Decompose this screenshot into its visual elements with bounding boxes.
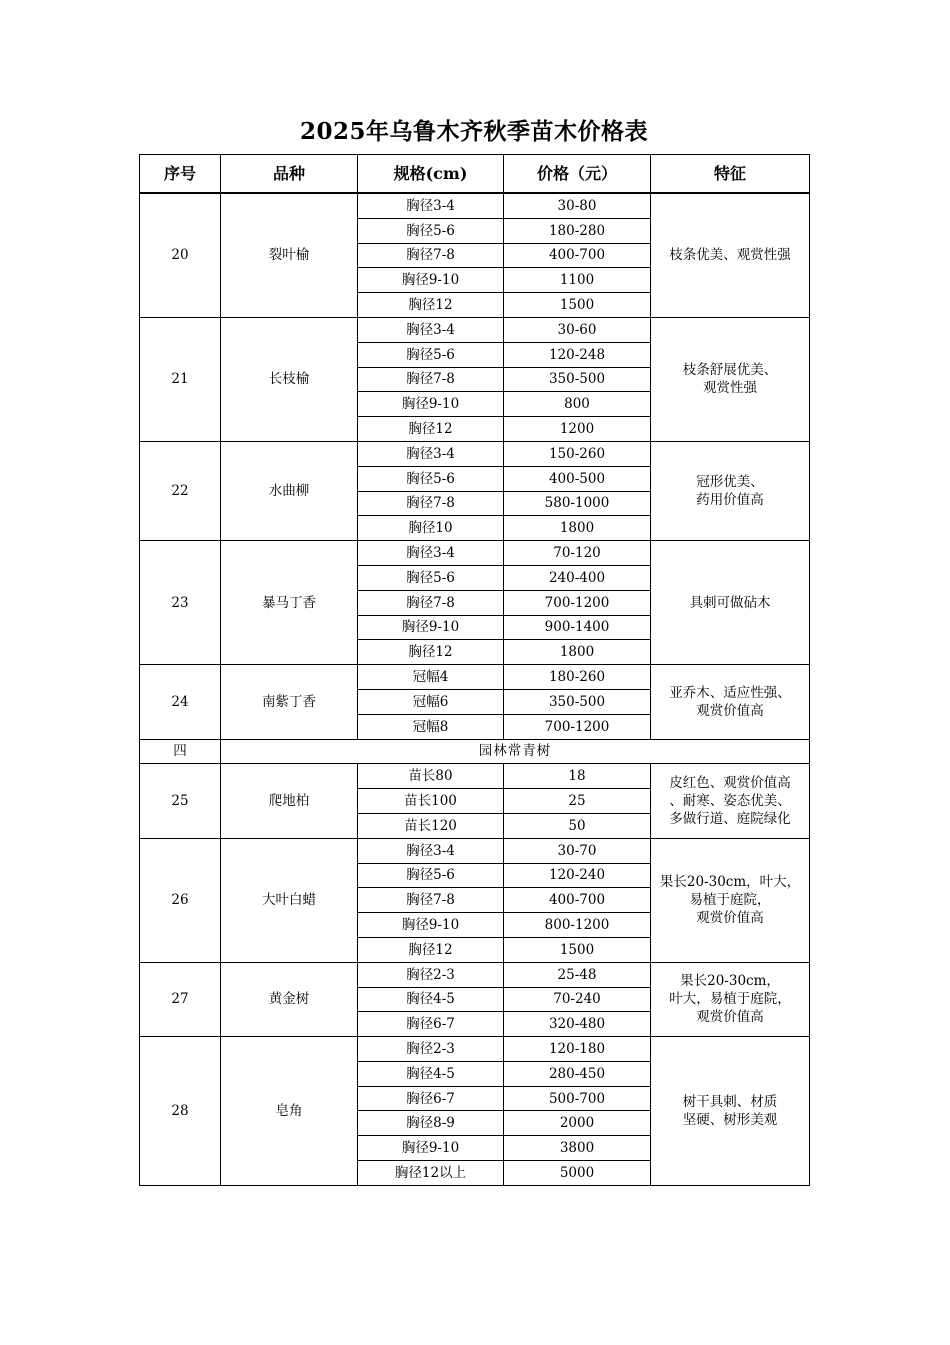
spec-cell: 胸径4-5 xyxy=(358,987,504,1012)
spec-cell: 胸径6-7 xyxy=(358,1012,504,1037)
features-line: 观赏价值高 xyxy=(696,910,764,927)
price-cell: 70-120 xyxy=(504,541,651,566)
features-line: 具刺可做砧木 xyxy=(689,594,771,611)
section-row xyxy=(140,739,810,764)
spec-cell: 胸径3-4 xyxy=(358,193,504,218)
variety-name: 南紫丁香 xyxy=(221,665,358,739)
section-number: 四 xyxy=(140,739,221,764)
features-cell xyxy=(651,317,810,441)
spec-cell: 胸径12 xyxy=(358,937,504,962)
features-cell xyxy=(651,441,810,540)
spec-cell: 胸径4-5 xyxy=(358,1061,504,1086)
spec-cell: 胸径5-6 xyxy=(358,218,504,243)
price-cell: 500-700 xyxy=(504,1086,651,1111)
spec-cell: 胸径9-10 xyxy=(358,913,504,938)
features-cell xyxy=(651,962,810,1036)
price-cell: 2000 xyxy=(504,1111,651,1136)
row-number: 26 xyxy=(140,838,221,962)
spec-cell: 胸径3-4 xyxy=(358,838,504,863)
price-cell: 350-500 xyxy=(504,367,651,392)
price-cell: 70-240 xyxy=(504,987,651,1012)
price-cell: 180-260 xyxy=(504,665,651,690)
table-row xyxy=(140,193,810,218)
spec-cell: 胸径2-3 xyxy=(358,1037,504,1062)
price-cell: 1200 xyxy=(504,417,651,442)
features-line: 多做行道、庭院绿化 xyxy=(669,811,791,828)
section-title: 园林常青树 xyxy=(221,739,810,764)
spec-cell: 冠幅6 xyxy=(358,689,504,714)
features-line: 观赏价值高 xyxy=(696,702,764,719)
row-number: 23 xyxy=(140,541,221,665)
variety-name: 大叶白蜡 xyxy=(221,838,358,962)
table-row xyxy=(140,764,810,789)
spec-cell: 胸径7-8 xyxy=(358,888,504,913)
spec-cell: 胸径8-9 xyxy=(358,1111,504,1136)
features-line: 皮红色、观赏价值高 xyxy=(669,775,791,792)
features-line: 观赏价值高 xyxy=(696,1009,764,1026)
table-row xyxy=(140,1037,810,1062)
spec-cell: 胸径12以上 xyxy=(358,1161,504,1186)
features-cell xyxy=(651,764,810,838)
spec-cell: 胸径5-6 xyxy=(358,565,504,590)
features-line: 树干具刺、材质 xyxy=(682,1093,778,1110)
spec-cell: 胸径3-4 xyxy=(358,441,504,466)
price-cell: 580-1000 xyxy=(504,491,651,516)
variety-name: 长枝榆 xyxy=(221,317,358,441)
table-row xyxy=(140,317,810,342)
price-cell: 350-500 xyxy=(504,689,651,714)
features-cell xyxy=(651,665,810,739)
features-cell xyxy=(651,838,810,962)
price-cell: 700-1200 xyxy=(504,714,651,739)
row-number: 25 xyxy=(140,764,221,838)
spec-cell: 胸径7-8 xyxy=(358,243,504,268)
page-title: 2025年乌鲁木齐秋季苗木价格表 xyxy=(299,118,648,145)
price-cell: 25-48 xyxy=(504,962,651,987)
features-cell xyxy=(651,1037,810,1186)
price-cell: 1500 xyxy=(504,937,651,962)
spec-cell: 胸径2-3 xyxy=(358,962,504,987)
row-number: 27 xyxy=(140,962,221,1036)
variety-name: 爬地柏 xyxy=(221,764,358,838)
spec-cell: 胸径5-6 xyxy=(358,863,504,888)
spec-cell: 胸径5-6 xyxy=(358,466,504,491)
spec-cell: 胸径9-10 xyxy=(358,1136,504,1161)
price-cell: 800 xyxy=(504,392,651,417)
price-cell: 1800 xyxy=(504,640,651,665)
features-line: 坚硬、树形美观 xyxy=(682,1111,778,1128)
table-row xyxy=(140,962,810,987)
spec-cell: 胸径3-4 xyxy=(358,317,504,342)
row-number: 28 xyxy=(140,1037,221,1186)
row-number: 22 xyxy=(140,441,221,540)
row-number: 24 xyxy=(140,665,221,739)
spec-cell: 苗长100 xyxy=(358,789,504,814)
table-row xyxy=(140,541,810,566)
features-line: 药用价值高 xyxy=(696,492,764,509)
spec-cell: 胸径6-7 xyxy=(358,1086,504,1111)
price-cell: 280-450 xyxy=(504,1061,651,1086)
row-number: 21 xyxy=(140,317,221,441)
spec-cell: 胸径12 xyxy=(358,640,504,665)
spec-cell: 冠幅8 xyxy=(358,714,504,739)
price-cell: 25 xyxy=(504,789,651,814)
price-cell: 3800 xyxy=(504,1136,651,1161)
features-line: 果长20-30cm， xyxy=(680,973,780,990)
price-cell: 5000 xyxy=(504,1161,651,1186)
spec-cell: 胸径7-8 xyxy=(358,590,504,615)
spec-cell: 苗长80 xyxy=(358,764,504,789)
price-cell: 18 xyxy=(504,764,651,789)
price-cell: 800-1200 xyxy=(504,913,651,938)
price-cell: 150-260 xyxy=(504,441,651,466)
features-line: 枝条舒展优美、 xyxy=(682,362,778,379)
features-line: 冠形优美、 xyxy=(696,474,764,491)
price-cell: 1500 xyxy=(504,293,651,318)
header-price: 价格（元） xyxy=(504,155,651,194)
features-line: 亚乔木、适应性强、 xyxy=(669,684,791,701)
features-line: 枝条优美、观赏性强 xyxy=(669,247,791,264)
price-cell: 120-180 xyxy=(504,1037,651,1062)
spec-cell: 胸径7-8 xyxy=(358,491,504,516)
features-cell xyxy=(651,193,810,317)
spec-cell: 胸径10 xyxy=(358,516,504,541)
price-cell: 50 xyxy=(504,813,651,838)
spec-cell: 胸径12 xyxy=(358,417,504,442)
price-cell: 120-240 xyxy=(504,863,651,888)
table-row xyxy=(140,838,810,863)
spec-cell: 胸径3-4 xyxy=(358,541,504,566)
header-variety: 品种 xyxy=(221,155,358,194)
features-line: 叶大，易植于庭院， xyxy=(669,991,791,1008)
spec-cell: 苗长120 xyxy=(358,813,504,838)
spec-cell: 胸径5-6 xyxy=(358,342,504,367)
row-number: 20 xyxy=(140,193,221,317)
table-row xyxy=(140,665,810,690)
header-row xyxy=(140,155,810,194)
header-features: 特征 xyxy=(651,155,810,194)
price-cell: 180-280 xyxy=(504,218,651,243)
variety-name: 水曲柳 xyxy=(221,441,358,540)
header-no: 序号 xyxy=(140,155,221,194)
price-cell: 30-70 xyxy=(504,838,651,863)
spec-cell: 胸径7-8 xyxy=(358,367,504,392)
price-cell: 900-1400 xyxy=(504,615,651,640)
features-line: 、耐寒、姿态优美、 xyxy=(669,793,791,810)
header-spec: 规格(cm) xyxy=(358,155,504,194)
variety-name: 黄金树 xyxy=(221,962,358,1036)
table-row xyxy=(140,441,810,466)
price-cell: 30-60 xyxy=(504,317,651,342)
price-cell: 120-248 xyxy=(504,342,651,367)
spec-cell: 胸径9-10 xyxy=(358,268,504,293)
price-cell: 30-80 xyxy=(504,193,651,218)
variety-name: 暴马丁香 xyxy=(221,541,358,665)
price-table xyxy=(139,154,810,1186)
table-body xyxy=(140,193,810,1185)
variety-name: 裂叶榆 xyxy=(221,193,358,317)
price-cell: 320-480 xyxy=(504,1012,651,1037)
price-cell: 700-1200 xyxy=(504,590,651,615)
spec-cell: 胸径9-10 xyxy=(358,615,504,640)
variety-name: 皂角 xyxy=(221,1037,358,1186)
spec-cell: 冠幅4 xyxy=(358,665,504,690)
features-line: 果长20-30cm，叶大， xyxy=(659,874,801,891)
spec-cell: 胸径12 xyxy=(358,293,504,318)
price-cell: 1800 xyxy=(504,516,651,541)
price-cell: 1100 xyxy=(504,268,651,293)
spec-cell: 胸径9-10 xyxy=(358,392,504,417)
features-line: 易植于庭院， xyxy=(689,892,771,909)
price-cell: 400-500 xyxy=(504,466,651,491)
price-cell: 240-400 xyxy=(504,565,651,590)
features-line: 观赏性强 xyxy=(703,380,757,397)
features-cell xyxy=(651,541,810,665)
price-cell: 400-700 xyxy=(504,888,651,913)
price-cell: 400-700 xyxy=(504,243,651,268)
